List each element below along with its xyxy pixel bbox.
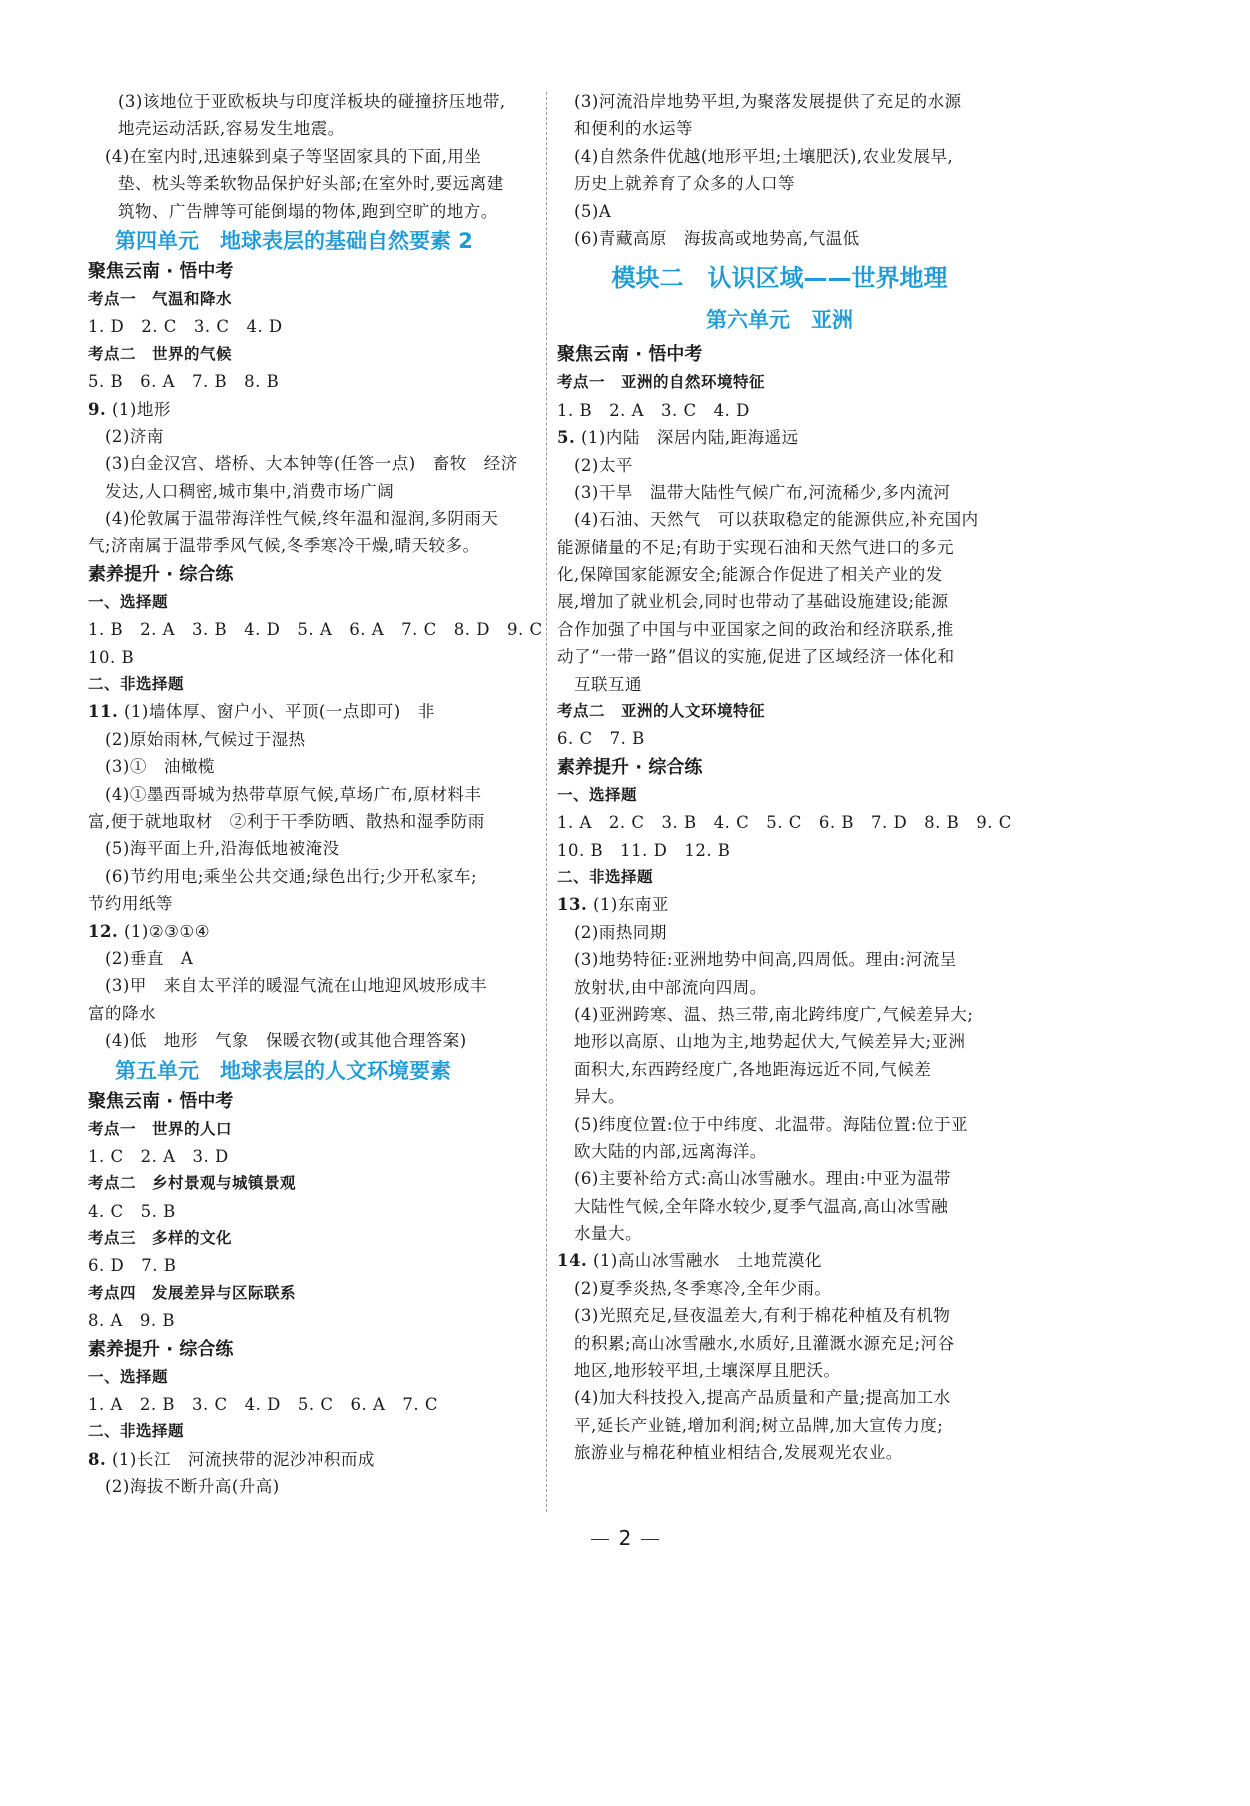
- line-text: (3)干旱 温带大陆性气候广布,河流稀少,多内流河: [574, 482, 951, 502]
- column-divider: [546, 92, 547, 1512]
- line-text: (2)垂直 A: [105, 948, 194, 968]
- answer-line: [557, 1302, 1002, 1329]
- answer-line: [88, 450, 538, 477]
- left-column: [88, 88, 543, 1501]
- answer-line: [557, 88, 1002, 115]
- answer-line: [557, 198, 1002, 225]
- subsection-heading: [88, 589, 538, 616]
- line-text: 展,增加了就业机会,同时也带动了基础设施建设;能源: [557, 592, 949, 612]
- answer-line: [88, 423, 538, 450]
- section-heading: [88, 257, 538, 286]
- line-text: 第六单元 亚洲: [706, 308, 853, 333]
- subsection-heading: [88, 286, 538, 313]
- line-text: (4)伦敦属于温带海洋性气候,终年温和湿润,多阴雨天: [105, 509, 499, 529]
- answer-line: [557, 1083, 1002, 1110]
- line-text: (2)雨热同期: [574, 922, 667, 942]
- line-text: 5. B 6. A 7. B 8. B: [88, 372, 280, 392]
- line-text: 历史上就养育了众多的人口等: [574, 174, 795, 194]
- subsection-heading: [557, 782, 1002, 809]
- line-text: (6)主要补给方式:高山冰雪融水。理由:中亚为温带: [574, 1169, 951, 1189]
- line-text: (4)自然条件优越(地形平坦;土壤肥沃),农业发展早,: [574, 146, 954, 166]
- line-text: 二、非选择题: [88, 675, 185, 694]
- line-text: (4)低 地形 气象 保暖衣物(或其他合理答案): [105, 1031, 467, 1051]
- line-text: 大陆性气候,全年降水较少,夏季气温高,高山冰雪融: [574, 1196, 949, 1216]
- line-text: 富,便于就地取材 ②利于干季防晒、散热和湿季防雨: [88, 811, 485, 831]
- line-text: 筑物、广告牌等可能倒塌的物体,跑到空旷的地方。: [118, 201, 498, 221]
- answer-line: [88, 396, 538, 423]
- answer-line: [557, 1357, 1002, 1384]
- subsection-heading: [88, 341, 538, 368]
- answer-line: [557, 1384, 1002, 1411]
- line-text: 化,保障国家能源安全;能源合作促进了相关产业的发: [557, 565, 943, 585]
- answer-line: [557, 725, 1002, 752]
- line-text: (3)白金汉宫、塔桥、大本钟等(任答一点) 畜牧 经济: [105, 454, 518, 474]
- line-text: (1)②③①④: [118, 921, 211, 941]
- line-text: 欧大陆的内部,远离海洋。: [574, 1141, 767, 1161]
- answer-line: [557, 1330, 1002, 1357]
- line-text: (4)亚洲跨寒、温、热三带,南北跨纬度广,气候差异大;: [574, 1004, 974, 1024]
- answer-line: [557, 1412, 1002, 1439]
- answer-line: [557, 1165, 1002, 1192]
- unit-title: [88, 225, 538, 257]
- section-heading: [557, 340, 1002, 369]
- answer-line: [557, 397, 1002, 424]
- line-text: 1. A 2. B 3. C 4. D 5. C 6. A 7. C: [88, 1395, 438, 1415]
- line-text: 动了“一带一路”倡议的实施,促进了区域经济一体化和: [557, 647, 955, 667]
- answer-line: [88, 1473, 538, 1500]
- line-text: 地区,地形较平坦,土壤深厚且肥沃。: [574, 1361, 841, 1381]
- line-text: 第五单元 地球表层的人文环境要素: [115, 1058, 451, 1083]
- footer-dash: [641, 1539, 659, 1540]
- unit-title: [88, 1055, 538, 1087]
- answer-line: [88, 115, 538, 142]
- line-text: 发达,人口稠密,城市集中,消费市场广阔: [105, 481, 395, 501]
- line-text: 垫、枕头等柔软物品保护好头部;在室外时,要远离建: [118, 174, 504, 194]
- line-text: (2)夏季炎热,冬季寒冷,全年少雨。: [574, 1278, 832, 1298]
- line-text: 素养提升 · 综合练: [88, 563, 234, 585]
- answer-line: [557, 452, 1002, 479]
- answer-line: [557, 143, 1002, 170]
- answer-line: [88, 313, 538, 340]
- question-number: 13.: [557, 895, 588, 915]
- answer-line: [88, 616, 543, 643]
- line-text: (6)节约用电;乘坐公共交通;绿色出行;少开私家车;: [105, 866, 478, 886]
- line-text: 水量大。: [574, 1224, 642, 1244]
- line-text: (3)光照充足,昼夜温差大,有利于棉花种植及有机物: [574, 1306, 951, 1326]
- line-text: (5)纬度位置:位于中纬度、北温带。海陆位置:位于亚: [574, 1114, 968, 1134]
- answer-line: [557, 1275, 1002, 1302]
- answer-line: [88, 505, 538, 532]
- page-number: 2: [618, 1526, 632, 1550]
- answer-line: [557, 1220, 1002, 1247]
- line-text: 合作加强了中国与中亚国家之间的政治和经济联系,推: [557, 619, 954, 639]
- line-text: (3)地势特征:亚洲地势中间高,四周低。理由:河流呈: [574, 950, 957, 970]
- line-text: 6. D 7. B: [88, 1256, 177, 1276]
- answer-line: [88, 532, 538, 559]
- line-text: 考点二 世界的气候: [88, 344, 233, 363]
- line-text: (5)海平面上升,沿海低地被淹没: [105, 839, 340, 859]
- line-text: 异大。: [574, 1087, 625, 1107]
- answer-line: [557, 837, 1002, 864]
- line-text: 的积累;高山冰雪融水,水质好,且灌溉水源充足;河谷: [574, 1333, 955, 1353]
- line-text: 考点一 世界的人口: [88, 1119, 233, 1138]
- line-text: (3)该地位于亚欧板块与印度洋板块的碰撞挤压地带,: [118, 92, 506, 111]
- line-text: 和便利的水运等: [574, 119, 693, 139]
- line-text: (3)① 油橄榄: [105, 757, 215, 777]
- answer-line: [557, 974, 1002, 1001]
- line-text: (1)内陆 深居内陆,距海遥远: [575, 428, 799, 448]
- line-text: 4. C 5. B: [88, 1201, 176, 1221]
- line-text: 平,延长产业链,增加利润;树立品牌,加大宣传力度;: [574, 1415, 944, 1435]
- line-text: 素养提升 · 综合练: [557, 756, 703, 778]
- unit-title: [557, 300, 1002, 340]
- line-text: (1)长江 河流挟带的泥沙冲积而成: [106, 1449, 375, 1469]
- answer-line: [88, 945, 538, 972]
- answer-line: [88, 478, 538, 505]
- answer-line: [557, 671, 1002, 698]
- answer-line: [557, 225, 1002, 252]
- line-text: 第四单元 地球表层的基础自然要素 2: [115, 228, 473, 253]
- answer-line: [88, 88, 538, 115]
- subsection-heading: [88, 1280, 538, 1307]
- answer-line: [88, 972, 538, 999]
- line-text: (1)地形: [106, 399, 171, 419]
- answer-line: [88, 808, 538, 835]
- answer-line: [557, 1056, 1002, 1083]
- answer-line: [88, 644, 538, 671]
- line-text: 一、选择题: [88, 592, 169, 611]
- answer-line: [557, 919, 1002, 946]
- answer-line: [88, 1252, 538, 1279]
- answer-line: [557, 1111, 1002, 1138]
- answer-line: [557, 170, 1002, 197]
- line-text: 富的降水: [88, 1003, 156, 1023]
- answer-line: [88, 835, 538, 862]
- line-text: 节约用纸等: [88, 894, 173, 914]
- answer-line: [557, 561, 1002, 588]
- module-title: [557, 252, 1002, 300]
- line-text: (4)在室内时,迅速躲到桌子等坚固家具的下面,用坐: [105, 146, 482, 166]
- answer-line: [88, 143, 538, 170]
- line-text: 1. B 2. A 3. B 4. D 5. A 6. A 7. C 8. D 9. C: [88, 620, 543, 640]
- subsection-heading: [88, 1418, 538, 1445]
- line-text: 10. B 11. D 12. B: [557, 840, 731, 860]
- answer-line: [88, 1446, 538, 1473]
- line-text: 1. C 2. A 3. D: [88, 1146, 229, 1166]
- answer-line: [88, 918, 538, 945]
- answer-line: [557, 588, 1002, 615]
- line-text: (4)加大科技投入,提高产品质量和产量;提高加工水: [574, 1388, 951, 1408]
- right-column: [557, 88, 1012, 1467]
- line-text: 考点一 气温和降水: [88, 289, 233, 308]
- line-text: 考点三 多样的文化: [88, 1229, 233, 1248]
- subsection-heading: [88, 1170, 538, 1197]
- line-text: 能源储量的不足;有助于实现石油和天然气进口的多元: [557, 537, 955, 557]
- subsection-heading: [557, 369, 1002, 396]
- answer-line: [88, 781, 538, 808]
- answer-line: [557, 946, 1002, 973]
- answer-line: [88, 1143, 538, 1170]
- line-text: (6)青藏高原 海拔高或地势高,气温低: [574, 228, 860, 248]
- line-text: 考点一 亚洲的自然环境特征: [557, 373, 766, 392]
- question-number: 8.: [88, 1449, 107, 1469]
- question-number: 9.: [88, 399, 107, 419]
- answer-line: [557, 1439, 1002, 1466]
- page-footer: [0, 1526, 1250, 1550]
- question-number: 14.: [557, 1251, 588, 1271]
- line-text: 考点四 发展差异与区际联系: [88, 1283, 297, 1302]
- line-text: 考点二 乡村景观与城镇景观: [88, 1174, 297, 1193]
- line-text: 气;济南属于温带季风气候,冬季寒冷干燥,晴天较多。: [88, 536, 480, 556]
- answer-line: [557, 1247, 1002, 1274]
- line-text: 二、非选择题: [88, 1422, 185, 1441]
- line-text: (2)海拔不断升高(升高): [105, 1477, 280, 1497]
- answer-line: [557, 616, 1002, 643]
- line-text: 聚焦云南 · 悟中考: [88, 260, 234, 282]
- line-text: (1)墙体厚、窗户小、平顶(一点即可) 非: [118, 702, 435, 722]
- answer-line: [557, 891, 1002, 918]
- line-text: (1)东南亚: [587, 895, 669, 915]
- line-text: 面积大,东西跨经度广,各地距海远近不同,气候差: [574, 1059, 932, 1079]
- answer-line: [88, 1000, 538, 1027]
- line-text: 旅游业与棉花种植业相结合,发展观光农业。: [574, 1443, 903, 1463]
- subsection-heading: [88, 1225, 538, 1252]
- answer-line: [557, 424, 1002, 451]
- line-text: 素养提升 · 综合练: [88, 1338, 234, 1360]
- answer-line: [557, 1001, 1002, 1028]
- subsection-heading: [557, 864, 1002, 891]
- line-text: (3)甲 来自太平洋的暖湿气流在山地迎风坡形成丰: [105, 976, 487, 996]
- line-text: 6. C 7. B: [557, 729, 645, 749]
- question-number: 12.: [88, 921, 119, 941]
- line-text: (1)高山冰雪融水 土地荒漠化: [587, 1251, 822, 1271]
- line-text: (2)原始雨林,气候过于湿热: [105, 729, 306, 749]
- line-text: (5)A: [574, 201, 612, 221]
- answer-line: [88, 726, 538, 753]
- line-text: 考点二 亚洲的人文环境特征: [557, 702, 766, 721]
- line-text: 互联互通: [574, 674, 642, 694]
- line-text: 聚焦云南 · 悟中考: [88, 1090, 234, 1112]
- subsection-heading: [88, 1116, 538, 1143]
- answer-line: [557, 534, 1002, 561]
- subsection-heading: [557, 698, 1002, 725]
- line-text: (2)太平: [574, 455, 633, 475]
- line-text: (2)济南: [105, 426, 164, 446]
- answer-line: [88, 368, 538, 395]
- question-number: 11.: [88, 702, 119, 722]
- line-text: 10. B: [88, 647, 135, 667]
- section-heading: [88, 560, 538, 589]
- answer-line: [557, 643, 1002, 670]
- footer-dash: [591, 1539, 609, 1540]
- line-text: 1. A 2. C 3. B 4. C 5. C 6. B 7. D 8. B 9. C: [557, 813, 1012, 833]
- section-heading: [557, 753, 1002, 782]
- line-text: (3)河流沿岸地势平坦,为聚落发展提供了充足的水源: [574, 92, 962, 111]
- answer-line: [88, 1198, 538, 1225]
- line-text: 1. D 2. C 3. C 4. D: [88, 317, 283, 337]
- line-text: 一、选择题: [88, 1367, 169, 1386]
- line-text: 放射状,由中部流向四周。: [574, 977, 767, 997]
- answer-line: [557, 479, 1002, 506]
- line-text: 地形以高原、山地为主,地势起伏大,气候差异大;亚洲: [574, 1032, 966, 1052]
- line-text: 一、选择题: [557, 785, 638, 804]
- answer-line: [88, 170, 538, 197]
- line-text: 二、非选择题: [557, 867, 654, 886]
- line-text: 8. A 9. B: [88, 1311, 176, 1331]
- line-text: (4)①墨西哥城为热带草原气候,草场广布,原材料丰: [105, 784, 482, 804]
- line-text: (4)石油、天然气 可以获取稳定的能源供应,补充国内: [574, 510, 979, 530]
- question-number: 5.: [557, 428, 576, 448]
- answer-line: [88, 1391, 538, 1418]
- answer-line: [557, 506, 1002, 533]
- line-text: 地壳运动活跃,容易发生地震。: [118, 119, 345, 139]
- line-text: 模块二 认识区域——世界地理: [611, 264, 948, 293]
- answer-line: [88, 863, 538, 890]
- answer-line: [88, 698, 538, 725]
- answer-line: [88, 890, 538, 917]
- answer-line: [88, 198, 538, 225]
- subsection-heading: [88, 1364, 538, 1391]
- section-heading: [88, 1335, 538, 1364]
- answer-line: [557, 1193, 1002, 1220]
- subsection-heading: [88, 671, 538, 698]
- answer-line: [88, 1027, 538, 1054]
- answer-line: [557, 1028, 1002, 1055]
- answer-line: [88, 753, 538, 780]
- answer-line: [557, 809, 1012, 836]
- answer-line: [557, 115, 1002, 142]
- answer-line: [88, 1307, 538, 1334]
- line-text: 聚焦云南 · 悟中考: [557, 344, 703, 366]
- section-heading: [88, 1087, 538, 1116]
- line-text: 1. B 2. A 3. C 4. D: [557, 400, 750, 420]
- answer-line: [557, 1138, 1002, 1165]
